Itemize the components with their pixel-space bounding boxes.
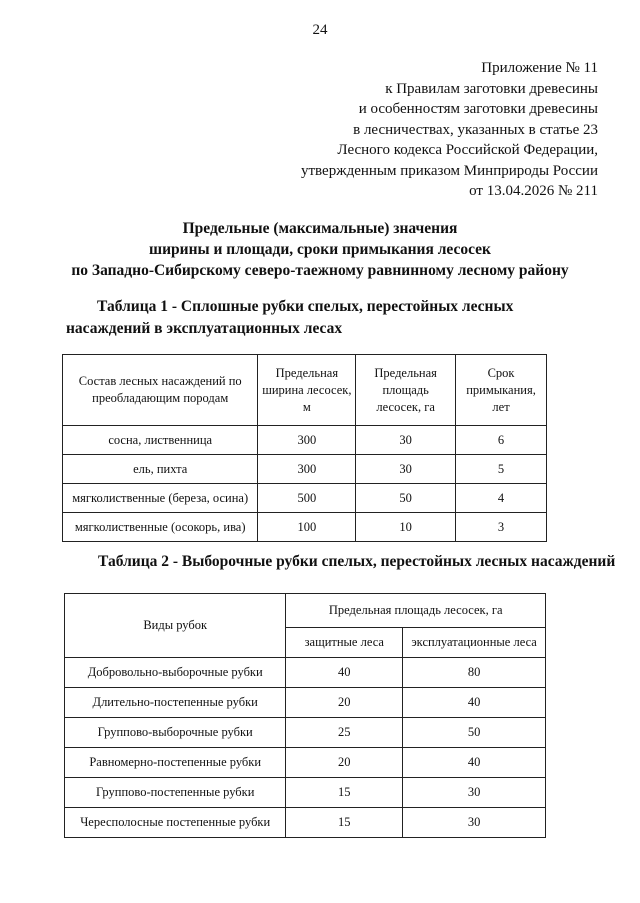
table-cell: ель, пихта xyxy=(63,455,258,484)
table-header-cell: эксплуатационные леса xyxy=(403,628,546,658)
table-cell: 5 xyxy=(456,455,547,484)
table-cell: 4 xyxy=(456,484,547,513)
table-cell: 15 xyxy=(286,778,403,808)
table-row xyxy=(63,455,547,484)
table1 xyxy=(62,354,547,542)
table-cell: 80 xyxy=(403,658,546,688)
table-cell: Равномерно-постепенные рубки xyxy=(65,748,286,778)
appendix-line: к Правилам заготовки древесины xyxy=(385,80,598,97)
title-line: по Западно-Сибирскому северо-таежному равнинному лесному району xyxy=(71,262,569,279)
table-cell: 30 xyxy=(403,808,546,838)
table-cell: 40 xyxy=(403,688,546,718)
table-cell: 50 xyxy=(356,484,456,513)
table-cell: 300 xyxy=(258,455,356,484)
table-cell: Добровольно-выборочные рубки xyxy=(65,658,286,688)
table-row xyxy=(63,484,547,513)
table-cell: 40 xyxy=(403,748,546,778)
table-cell: Длительно-постепенные рубки xyxy=(65,688,286,718)
table-header-cell: защитные леса xyxy=(286,628,403,658)
appendix-line: утвержденным приказом Минприроды России xyxy=(301,162,598,179)
table-header-cell: Предельная площадь лесосек, га xyxy=(356,355,456,426)
table2-caption: Таблица 2 - Выборочные рубки спелых, перестойных лесных насаждений xyxy=(98,553,616,570)
table-header-cell: Предельная ширина лесосек, м xyxy=(258,355,356,426)
table-row xyxy=(63,513,547,542)
table-cell: 30 xyxy=(356,426,456,455)
document-title xyxy=(0,218,640,281)
table-row xyxy=(65,808,546,838)
table-row xyxy=(65,748,546,778)
table-header-row xyxy=(65,594,546,628)
table-cell: 10 xyxy=(356,513,456,542)
table-header-cell: Виды рубок xyxy=(65,594,286,658)
table-row xyxy=(65,718,546,748)
table-cell: 30 xyxy=(356,455,456,484)
appendix-line: и особенностям заготовки древесины xyxy=(358,101,598,117)
table-cell: 30 xyxy=(403,778,546,808)
table-row xyxy=(65,778,546,808)
table-cell: Чересполосные постепенные рубки xyxy=(65,808,286,838)
appendix-line: от 13.04.2026 № 211 xyxy=(469,183,598,199)
table-cell: Группово-постепенные рубки xyxy=(65,778,286,808)
table-row xyxy=(65,688,546,718)
page-number: 24 xyxy=(312,22,328,38)
table-row xyxy=(63,426,547,455)
table-header-row xyxy=(63,355,547,426)
table-cell: 300 xyxy=(258,426,356,455)
title-line: ширины и площади, сроки примыкания лесосек xyxy=(149,241,491,258)
table-header-cell: Срок примыкания, лет xyxy=(456,355,547,426)
table-cell: 500 xyxy=(258,484,356,513)
table-cell: 20 xyxy=(286,748,403,778)
table-cell: Группово-выборочные рубки xyxy=(65,718,286,748)
table-cell: мягколиственные (осокорь, ива) xyxy=(63,513,258,542)
appendix-line: в лесничествах, указанных в статье 23 xyxy=(353,121,598,138)
table-header-cell: Состав лесных насаждений по преобладающим породам xyxy=(63,355,258,426)
table2 xyxy=(64,593,546,838)
table-cell: 25 xyxy=(286,718,403,748)
table-cell: мягколиственные (береза, осина) xyxy=(63,484,258,513)
title-line: Предельные (максимальные) значения xyxy=(182,220,458,237)
appendix-line: Лесного кодекса Российской Федерации, xyxy=(337,142,598,158)
table-cell: 6 xyxy=(456,426,547,455)
appendix-block xyxy=(301,58,598,202)
table-cell: 40 xyxy=(286,658,403,688)
table-row xyxy=(65,658,546,688)
table-cell: 20 xyxy=(286,688,403,718)
table1-caption: Таблица 1 - Сплошные рубки спелых, перестойных лесных насаждений в эксплуатационных лесах xyxy=(66,298,514,337)
table-cell: 3 xyxy=(456,513,547,542)
table-header-cell: Предельная площадь лесосек, га xyxy=(286,594,546,628)
table-cell: 100 xyxy=(258,513,356,542)
appendix-line: Приложение № 11 xyxy=(481,60,598,76)
table-cell: 15 xyxy=(286,808,403,838)
table-cell: 50 xyxy=(403,718,546,748)
table-cell: сосна, лиственница xyxy=(63,426,258,455)
